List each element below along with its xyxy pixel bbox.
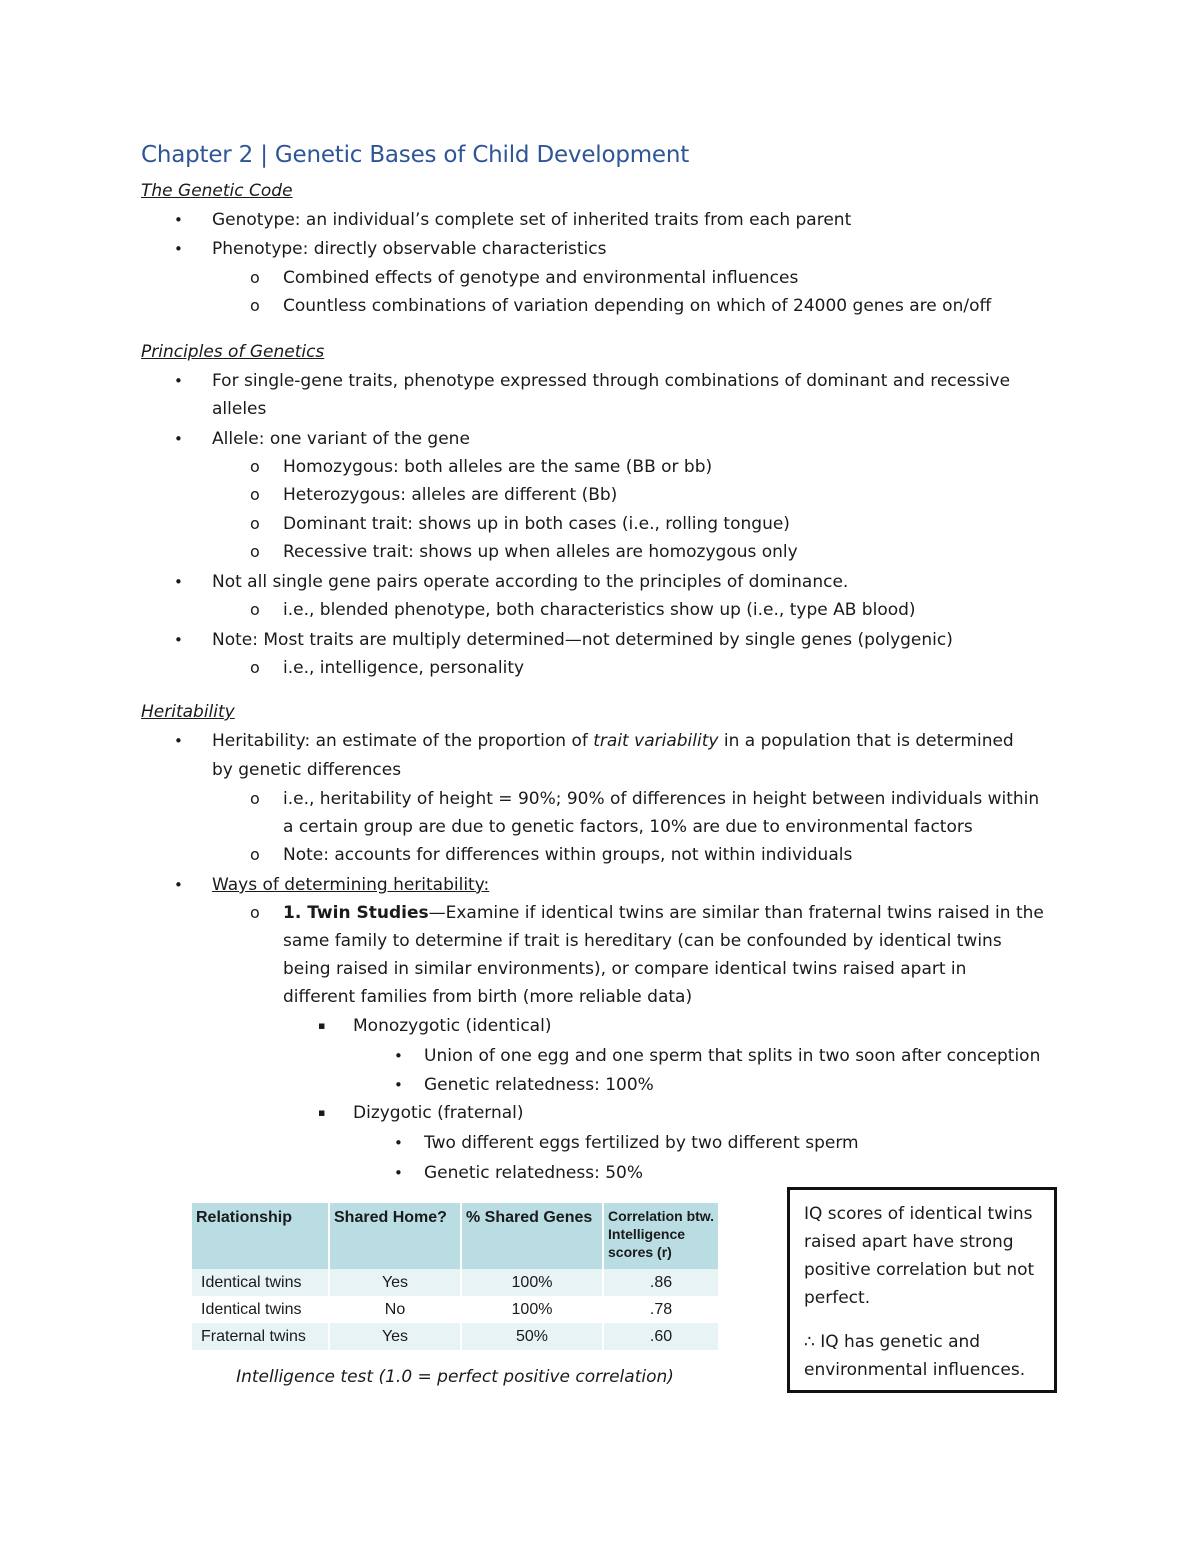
list-item-single-gene-cont: alleles	[212, 399, 267, 419]
table-row	[192, 1323, 718, 1350]
list-item-ways: Ways of determining heritability:	[212, 875, 490, 895]
heritability-def-post: in a population that is determined	[718, 731, 1014, 751]
bullet-icon: •	[174, 430, 183, 448]
list-item-groups-note: Note: accounts for differences within groups, not within individuals	[283, 845, 853, 865]
sub-bullet-icon: o	[250, 789, 260, 808]
sub-bullet-icon: o	[250, 542, 260, 561]
bullet-icon: •	[174, 876, 183, 894]
table-cell: 50%	[461, 1323, 603, 1350]
list-item-monozygotic: Monozygotic (identical)	[353, 1016, 552, 1036]
bullet-icon: •	[174, 211, 183, 229]
twin-correlation-table	[192, 1203, 718, 1350]
section-heading-heritability: Heritability	[141, 702, 235, 722]
list-item-mono-relatedness: Genetic relatedness: 100%	[424, 1075, 654, 1095]
list-item-height: i.e., heritability of height = 90%; 90% of differences in height between individuals within	[283, 789, 1040, 809]
table-header-cell: Correlation btw. Intelligence scores (r)	[603, 1203, 718, 1269]
list-item-phenotype-sub1: Combined effects of genotype and environmental influences	[283, 268, 799, 288]
table-cell: .86	[603, 1269, 718, 1296]
sub-bullet-icon: o	[250, 296, 260, 315]
table-cell: Yes	[329, 1323, 461, 1350]
list-item-blended: i.e., blended phenotype, both characteristics show up (i.e., type AB blood)	[283, 600, 916, 620]
twin-studies-text: —Examine if identical twins are similar than fraternal twins raised in the	[428, 903, 1044, 923]
bullet-icon: •	[394, 1164, 403, 1182]
table-row	[192, 1296, 718, 1323]
heritability-def-emphasis: trait variability	[593, 731, 719, 751]
list-item-phenotype: Phenotype: directly observable characteristics	[212, 239, 607, 259]
callout-conclusion: ∴ IQ has genetic and environmental influences.	[804, 1332, 1026, 1380]
sub-bullet-icon: o	[250, 268, 260, 287]
twin-studies-label: 1. Twin Studies	[283, 903, 429, 923]
sub-bullet-icon: o	[250, 845, 260, 864]
list-item-height-cont: a certain group are due to genetic factors, 10% are due to environmental factors	[283, 817, 973, 837]
list-item-genotype: Genotype: an individual’s complete set of inherited traits from each parent	[212, 210, 852, 230]
table-cell: .60	[603, 1323, 718, 1350]
list-item-heterozygous: Heterozygous: alleles are different (Bb)	[283, 485, 618, 505]
table-cell: Identical twins	[192, 1296, 329, 1323]
bullet-icon: •	[174, 240, 183, 258]
square-bullet-icon: ▪	[318, 1019, 326, 1032]
table-row	[192, 1269, 718, 1296]
section-heading-genetic-code: The Genetic Code	[141, 181, 293, 201]
list-item-twin-studies-cont2: being raised in similar environments), or compare identical twins raised apart in	[283, 959, 967, 979]
table-cell: Yes	[329, 1269, 461, 1296]
bullet-icon: •	[394, 1047, 403, 1065]
list-item-twin-studies	[283, 902, 1044, 924]
list-item-note-polygenic: Note: Most traits are multiply determined—not determined by single genes (polygenic)	[212, 630, 953, 650]
bullet-icon: •	[174, 573, 183, 591]
table-cell: 100%	[461, 1269, 603, 1296]
table-cell: Identical twins	[192, 1269, 329, 1296]
bullet-icon: •	[394, 1134, 403, 1152]
list-item-di-eggs: Two different eggs fertilized by two different sperm	[424, 1133, 859, 1153]
list-item-twin-studies-cont3: different families from birth (more reliable data)	[283, 987, 693, 1007]
list-item-allele: Allele: one variant of the gene	[212, 429, 470, 449]
page-title: Chapter 2 | Genetic Bases of Child Development	[141, 142, 690, 168]
table-caption: Intelligence test (1.0 = perfect positive correlation)	[236, 1367, 674, 1387]
table-header-cell: Shared Home?	[329, 1203, 461, 1269]
section-heading-principles: Principles of Genetics	[141, 342, 325, 362]
sub-bullet-icon: o	[250, 485, 260, 504]
table-header-cell: % Shared Genes	[461, 1203, 603, 1269]
bullet-icon: •	[174, 631, 183, 649]
table-header-row	[192, 1203, 718, 1269]
bullet-icon: •	[174, 372, 183, 390]
list-item-dominant: Dominant trait: shows up in both cases (i.e., rolling tongue)	[283, 514, 790, 534]
list-item-not-all: Not all single gene pairs operate according to the principles of dominance.	[212, 572, 849, 592]
list-item-heritability-def	[212, 730, 1014, 752]
square-bullet-icon: ▪	[318, 1106, 326, 1119]
table-cell: No	[329, 1296, 461, 1323]
heritability-def-pre: Heritability: an estimate of the proportion of	[212, 731, 594, 751]
list-item-mono-union: Union of one egg and one sperm that splits in two soon after conception	[424, 1046, 1041, 1066]
bullet-icon: •	[394, 1076, 403, 1094]
table-cell: 100%	[461, 1296, 603, 1323]
list-item-phenotype-sub2: Countless combinations of variation depending on which of 24000 genes are on/off	[283, 296, 992, 316]
list-item-heritability-def-cont: by genetic differences	[212, 760, 402, 780]
table-cell: .78	[603, 1296, 718, 1323]
bullet-icon: •	[174, 732, 183, 750]
callout-box	[787, 1187, 1057, 1393]
list-item-single-gene: For single-gene traits, phenotype expressed through combinations of dominant and recessive	[212, 371, 1011, 391]
table-cell: Fraternal twins	[192, 1323, 329, 1350]
sub-bullet-icon: o	[250, 514, 260, 533]
sub-bullet-icon: o	[250, 903, 260, 922]
sub-bullet-icon: o	[250, 457, 260, 476]
sub-bullet-icon: o	[250, 658, 260, 677]
list-item-dizygotic: Dizygotic (fraternal)	[353, 1103, 524, 1123]
callout-text: IQ scores of identical twins raised apart have strong positive correlation but not perfect.	[804, 1204, 1035, 1308]
list-item-recessive: Recessive trait: shows up when alleles are homozygous only	[283, 542, 798, 562]
table-header-cell: Relationship	[192, 1203, 329, 1269]
sub-bullet-icon: o	[250, 600, 260, 619]
list-item-di-relatedness: Genetic relatedness: 50%	[424, 1163, 643, 1183]
list-item-intelligence: i.e., intelligence, personality	[283, 658, 525, 678]
list-item-homozygous: Homozygous: both alleles are the same (BB or bb)	[283, 457, 713, 477]
list-item-twin-studies-cont1: same family to determine if trait is hereditary (can be confounded by identical twins	[283, 931, 1002, 951]
